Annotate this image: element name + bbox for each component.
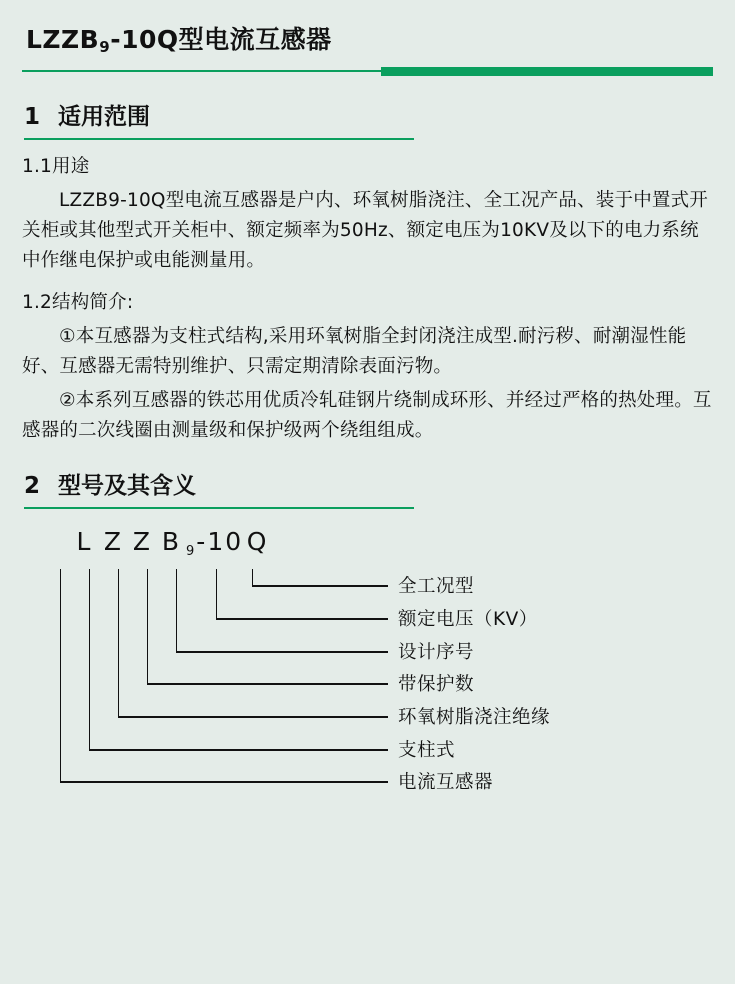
leader-label-4: 带保护数	[398, 674, 475, 696]
paragraph-usage-text: LZZB9-10Q型电流互感器是户内、环氧树脂浇注、全工况产品、装于中置式开关柜或其他型式开关柜中、额定频率为50Hz、额定电压为10KV及以下的电力系统中作继电保护或电能测量用。	[22, 189, 708, 271]
title-divider	[22, 67, 713, 76]
model-code	[70, 527, 272, 560]
title-rest: -10Q型电流互感器	[110, 25, 332, 54]
model-char-3: Z	[132, 527, 153, 557]
model-char-2: Z	[103, 527, 124, 557]
paragraph-usage-body	[22, 186, 713, 276]
leader-label-7: 电流互感器	[398, 772, 494, 794]
leader-label-2: 额定电压（KV）	[398, 609, 538, 631]
paragraph-structure-item2: ②本系列互感器的铁芯用优质冷轧硅钢片绕制成环形、并经过严格的热处理。互感器的二次线圈由测量级和保护级两个绕组组成。	[22, 389, 712, 441]
leader-label-1: 全工况型	[398, 576, 475, 598]
model-subscript: 9	[186, 544, 197, 560]
section-rule-1	[24, 138, 414, 140]
section-number-2: 2	[24, 473, 41, 500]
paragraph-usage-label: 1.1用途	[22, 155, 90, 177]
section-scope	[22, 98, 713, 446]
section-rule-2	[24, 507, 414, 509]
section-heading-1	[22, 98, 713, 131]
page-title	[22, 0, 713, 55]
section-title-2: 型号及其含义	[58, 473, 197, 500]
model-char-4: B	[161, 527, 182, 557]
leader-label-5: 环氧树脂浇注绝缘	[398, 707, 551, 729]
model-char-1: L	[76, 527, 93, 557]
section-model	[22, 467, 713, 827]
model-voltage: 10	[207, 527, 244, 557]
section-heading-2	[22, 467, 713, 500]
model-designation-diagram	[22, 527, 713, 827]
title-subscript: 9	[99, 38, 111, 56]
section-title-1: 适用范围	[58, 103, 151, 130]
leader-label-3: 设计序号	[398, 642, 475, 664]
title-divider-thick	[381, 67, 713, 76]
model-separator: -	[196, 527, 208, 557]
title-main: LZZB	[26, 25, 100, 54]
leader-label-6: 支柱式	[398, 740, 456, 762]
model-suffix: Q	[246, 527, 269, 557]
section-number-1: 1	[24, 103, 41, 130]
paragraph-structure-item1: ①本互感器为支柱式结构,采用环氧树脂全封闭浇注成型.耐污秽、耐潮湿性能好、互感器无需特别维护、只需定期清除表面污物。	[22, 325, 687, 377]
paragraph-structure-label: 1.2结构简介:	[22, 291, 134, 313]
